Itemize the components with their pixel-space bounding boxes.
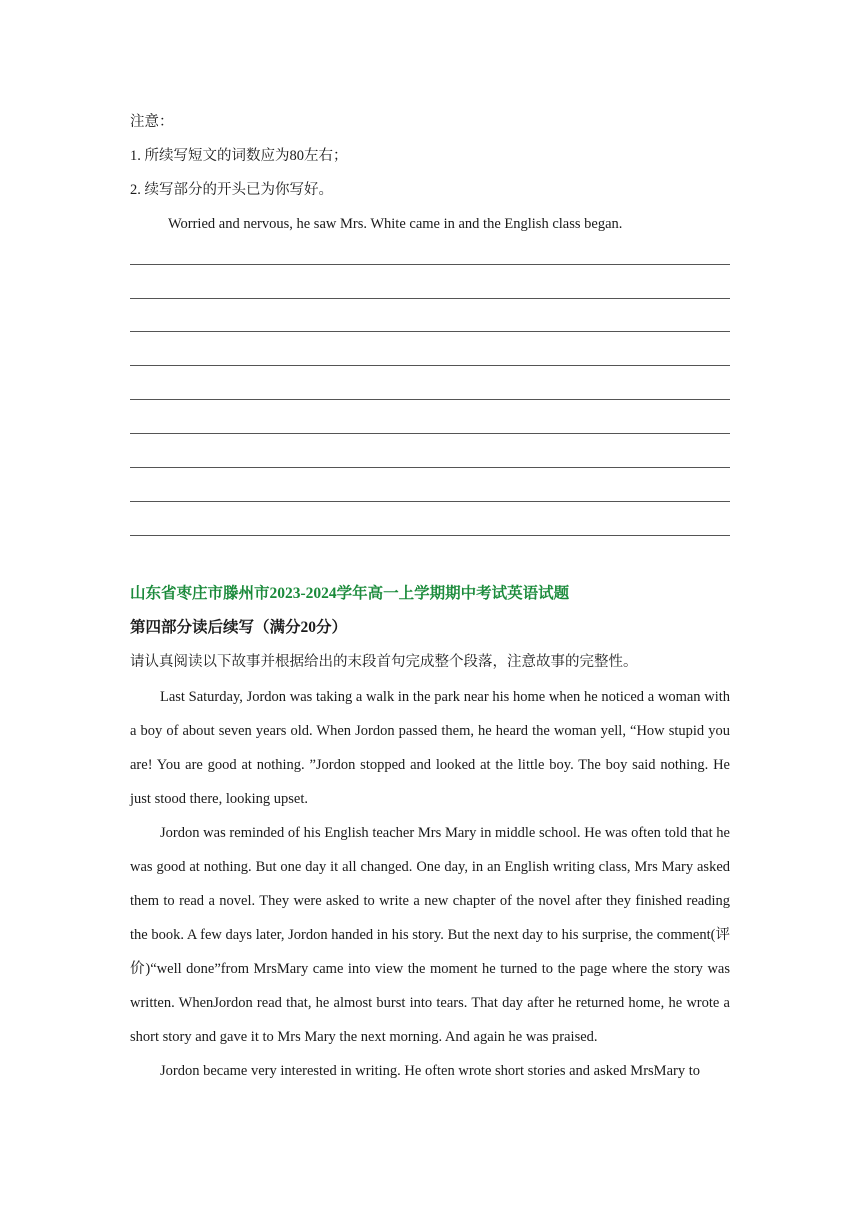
note-item-1: 1. 所续写短文的词数应为80左右； [130,148,348,164]
writing-line [130,399,730,400]
instruction-text: 请认真阅读以下故事并根据给出的末段首句完成整个段落，注意故事的完整性。 [130,654,638,670]
continuation-starter: Worried and nervous, he saw Mrs. White came in and the English class began. [168,216,623,232]
writing-line [130,331,730,332]
writing-line [130,501,730,502]
writing-line [130,264,730,265]
part-title: 第四部分读后续写（满分20分） [130,619,348,636]
writing-line [130,467,730,468]
writing-line [130,298,730,299]
story-paragraph-1: Last Saturday, Jordon was taking a walk in the park near his home when he noticed a woman with a boy of about seven years old. When Jordon passed them, he heard the woman yell, “How stupid you are! You are good at nothing. ”Jordon stopped and looked at the little boy. The boy said nothing. He just stood there, looking upset. [130,689,730,807]
writing-line [130,433,730,434]
notes-heading: 注意： [130,114,174,130]
exam-title: 山东省枣庄市滕州市2023-2024学年高一上学期期中考试英语试题 [130,585,570,602]
writing-line [130,365,730,366]
story-paragraph-2: Jordon was reminded of his English teacher Mrs Mary in middle school. He was often told that he was good at nothing. But one day it all changed. One day, in an English writing class, Mrs Mary asked them to read a novel. They were asked to write a new chapter of the novel after they finished reading the book. A few days later, Jordon handed in his story. But the next day to his surprise, the comment(评价)“well done”from MrsMary came into view the moment he turned to the page where the story was written. WhenJordon read that, he almost burst into tears. That day after he returned home, he wrote a short story and gave it to Mrs Mary the next morning. And again he was praised. [130,825,730,1045]
story-paragraph-3: Jordon became very interested in writing. He often wrote short stories and asked MrsMary to [160,1063,700,1079]
note-item-2: 2. 续写部分的开头已为你写好。 [130,182,333,198]
writing-line [130,535,730,536]
story-body [130,680,730,1088]
